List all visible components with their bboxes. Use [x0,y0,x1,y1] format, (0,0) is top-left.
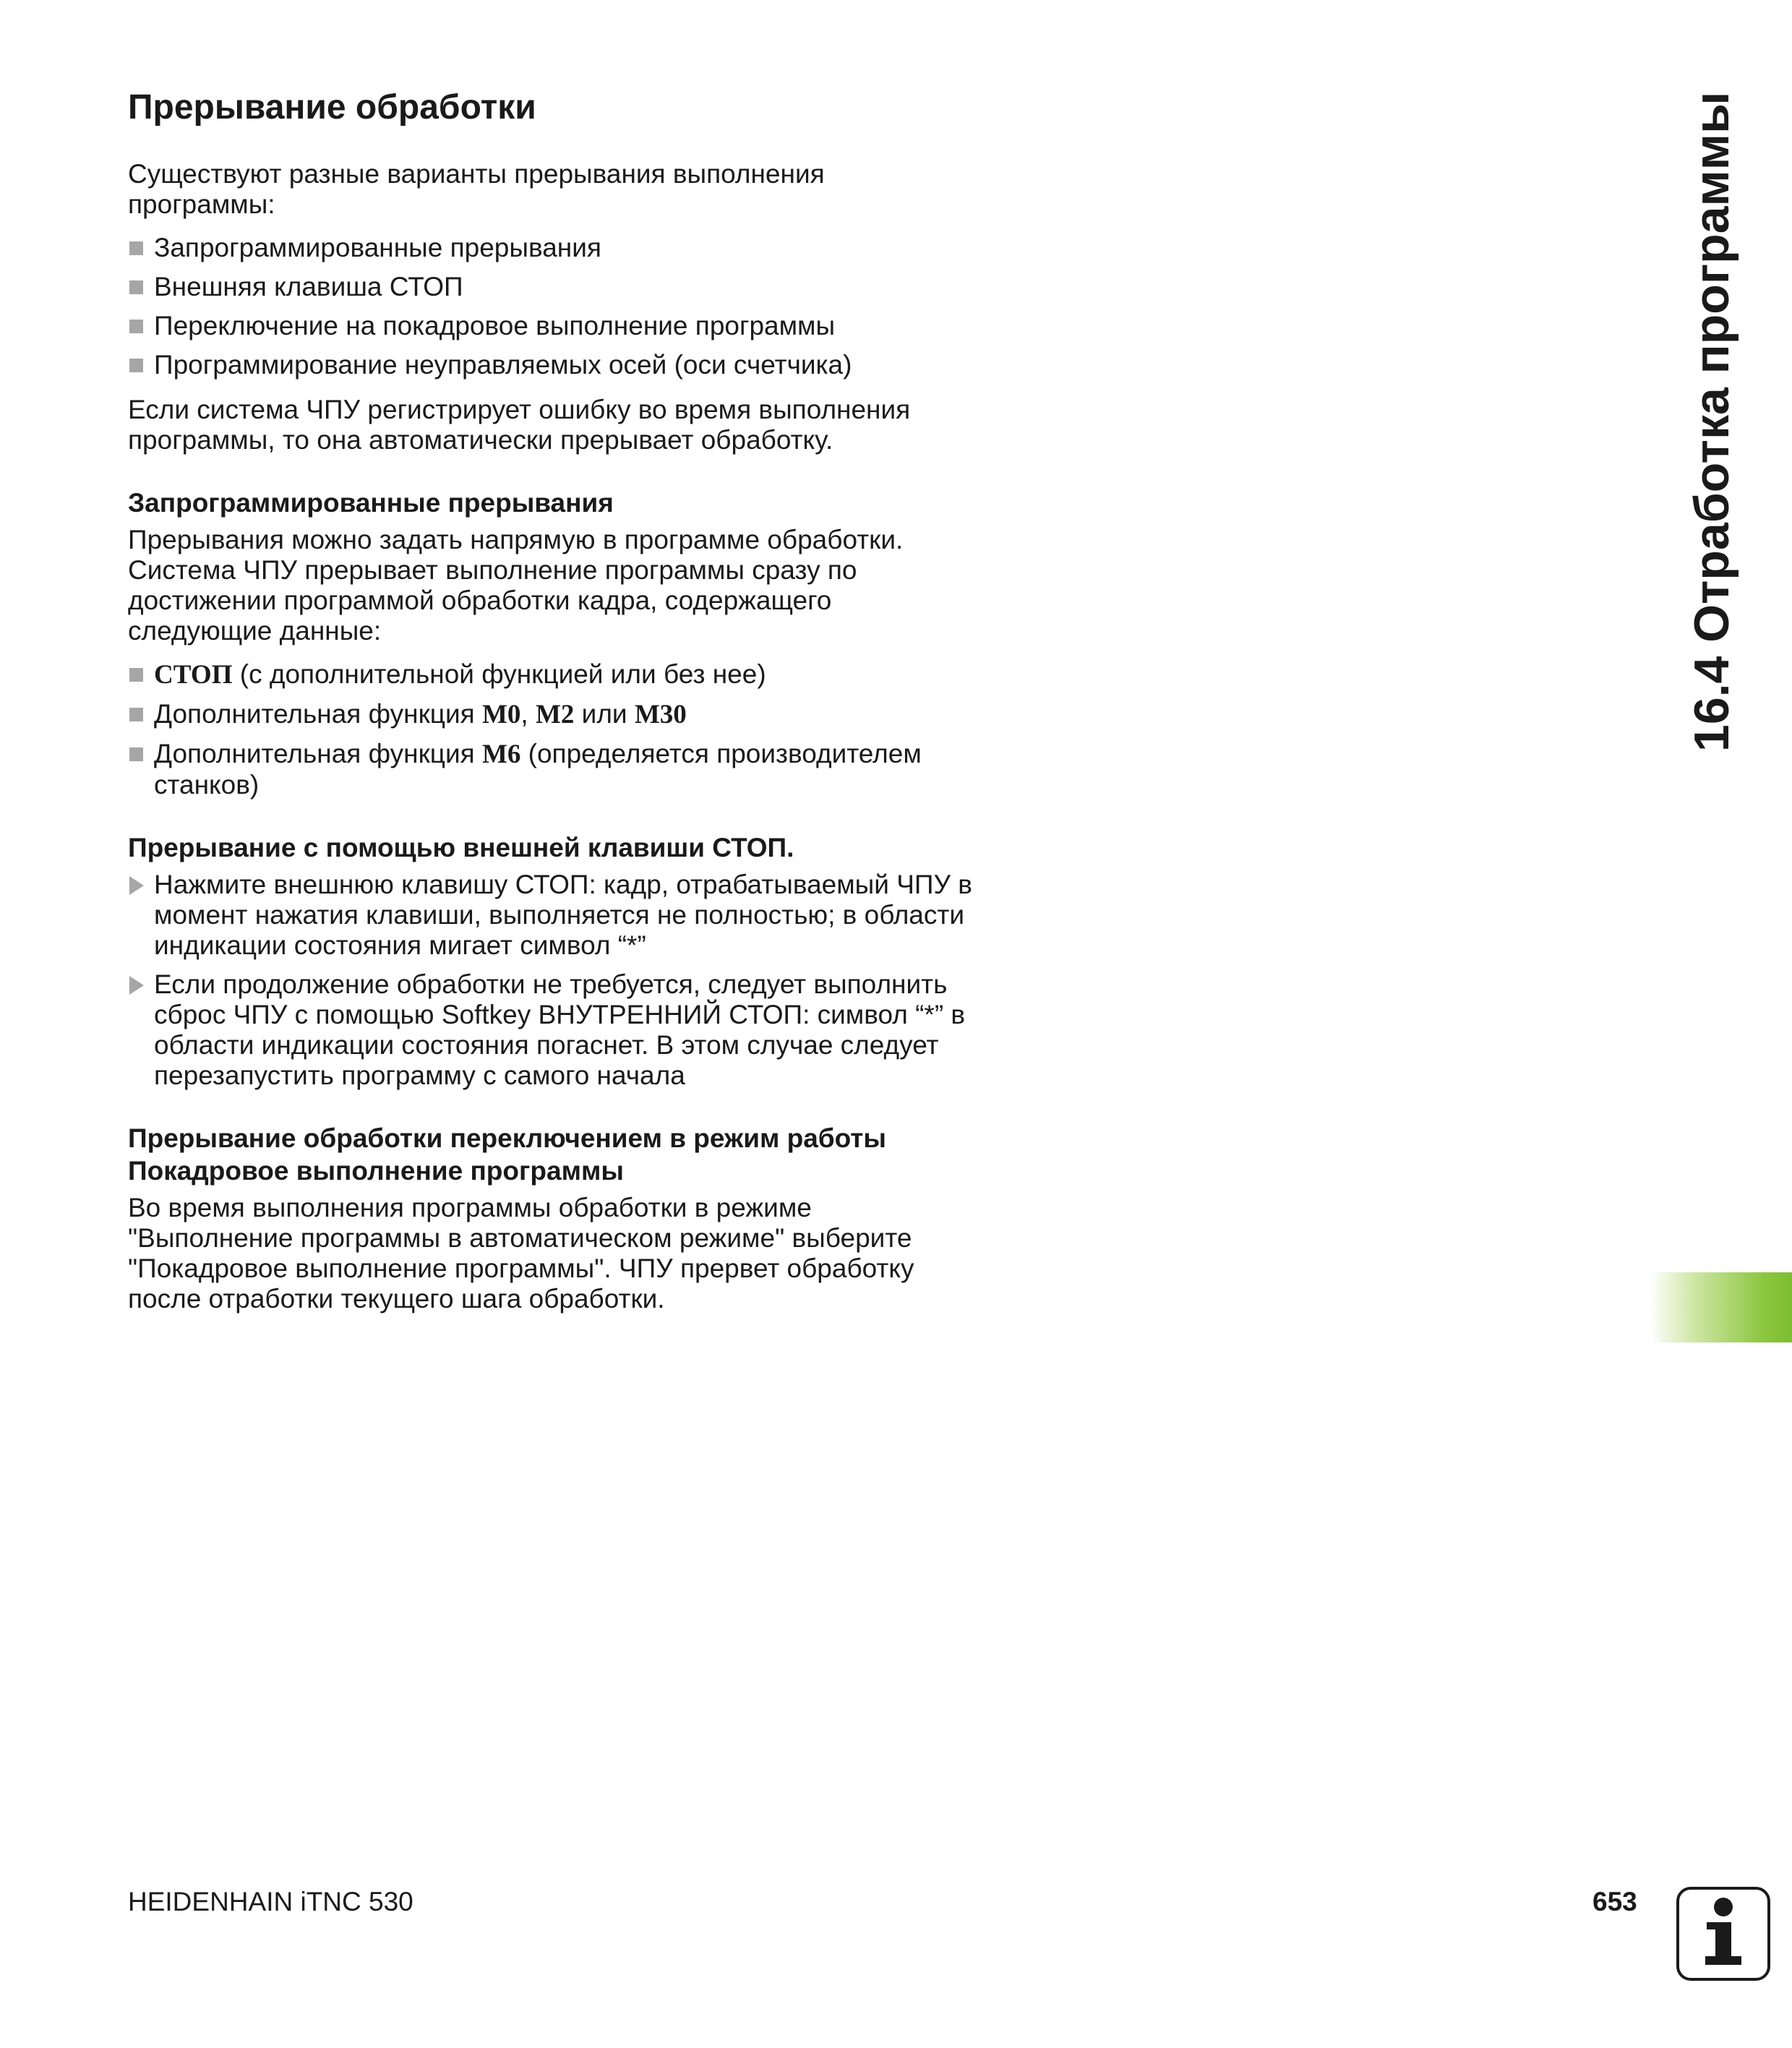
square-bullet-icon [129,280,143,294]
footer-product: HEIDENHAIN iTNC 530 [128,1887,413,1916]
page-title: Прерывание обработки [128,88,536,127]
stop-code: СТОП [154,659,233,690]
square-bullet-icon [129,320,143,333]
step-item: Нажмите внешнюю клавишу СТОП: кадр, отрабатываемый ЧПУ в момент нажатия клавиши, выполняется не полностью; в области индикации состояния мигает символ “*” [128,870,974,961]
m2-code: M2 [535,699,575,729]
programmed-interrupts-heading: Запрограммированные прерывания [128,487,614,518]
square-bullet-icon [129,668,143,682]
square-bullet-icon [129,241,143,255]
info-i-glyph [1679,1890,1767,1978]
m0-code: M0 [481,699,521,729]
step-item: Если продолжение обработки не требуется, следует выполнить сброс ЧПУ с помощью Softkey ВНУТРЕННИЙ СТОП: символ “*” в области индикации состояния погаснет. В этом случае следует перезапустить программу с самого начала [128,969,974,1091]
stop-key-steps [128,870,974,1091]
list-item: Внешняя клавиша СТОП [128,272,974,302]
error-note-paragraph: Если система ЧПУ регистрирует ошибку во время выполнения программы, то она автоматически прерывает обработку. [128,394,911,455]
chapter-tab-marker [1650,1272,1792,1342]
triangle-arrow-icon [129,976,144,995]
square-bullet-icon [129,708,143,721]
intro-paragraph: Существуют разные варианты прерывания выполнения программы: [128,158,825,219]
stop-key-heading: Прерывание с помощью внешней клавиши СТОП. [128,832,794,862]
single-block-heading: Прерывание обработки переключением в режим работы Покадровое выполнение программы [128,1123,887,1186]
list-item: Запрограммированные прерывания [128,233,974,263]
square-bullet-icon [129,747,143,761]
list-item: СТОП (с дополнительной функцией или без нее) [128,659,974,690]
m30-code: M30 [634,699,687,729]
list-item: Дополнительная функция M6 (определяется производителем станков) [128,739,974,800]
single-block-text: Во время выполнения программы обработки в режиме "Выполнение программы в автоматическом режиме" выберите "Покадровое выполнение программы". ЧПУ прервет обработку после отработки текущего шага обработки. [128,1193,914,1314]
square-bullet-icon [129,359,143,372]
programmed-interrupts-text: Прерывания можно задать напрямую в программе обработки. Система ЧПУ прерывает выполнение программы сразу по достижении программой обработки кадра, содержащего следующие данные: [128,524,904,646]
m6-code: M6 [481,739,521,769]
programmed-interrupts-list [128,659,974,800]
interrupt-variants-list [128,233,974,380]
main-content [128,87,974,1327]
list-item: Дополнительная функция M0, M2 или M30 [128,699,974,730]
triangle-arrow-icon [129,876,144,895]
info-i-icon [1676,1887,1770,1981]
page-number: 653 [1592,1887,1637,1916]
list-item: Переключение на покадровое выполнение программы [128,311,974,341]
chapter-side-title: 16.4 Отработка программы [1684,91,1739,752]
list-item: Программирование неуправляемых осей (оси счетчика) [128,350,974,380]
